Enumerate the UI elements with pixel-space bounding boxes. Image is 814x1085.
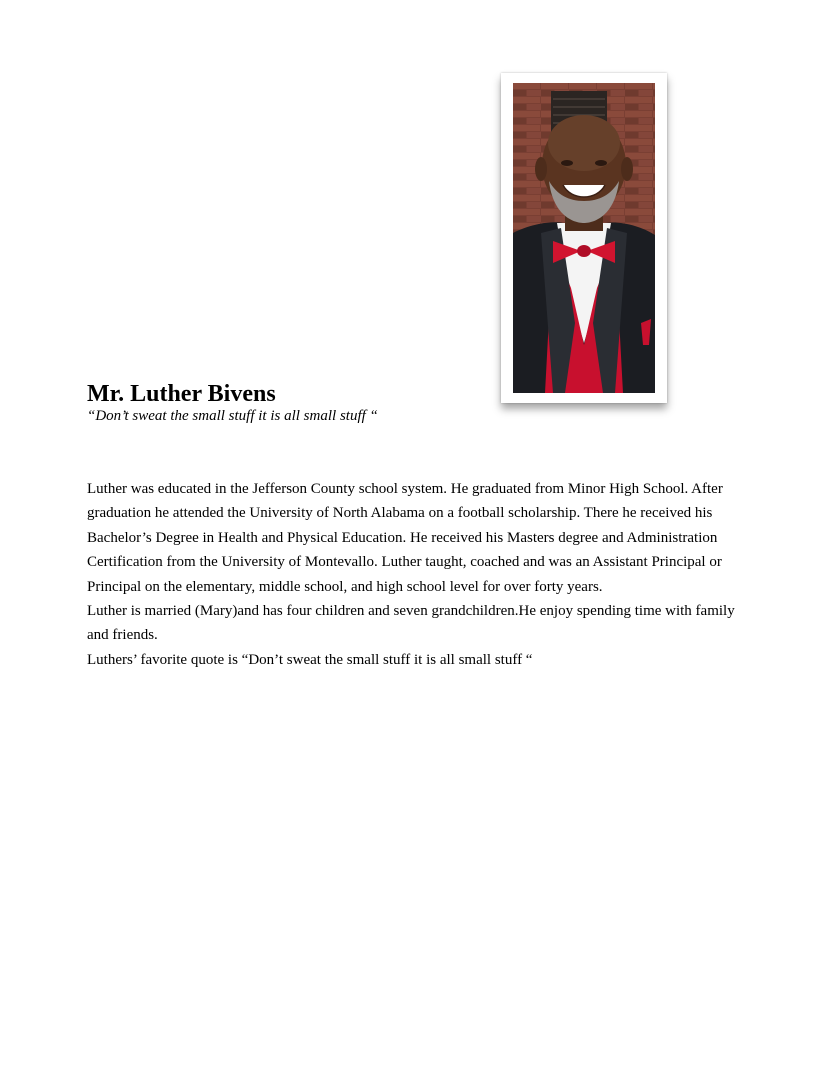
bio-paragraph-family: Luther is married (Mary)and has four children and seven grandchildren.He enjoy spending time with family and friends. bbox=[87, 603, 735, 644]
tagline-quote: “Don’t sweat the small stuff it is all small stuff “ bbox=[87, 408, 378, 424]
bio-text bbox=[87, 477, 737, 672]
bio-paragraph-education: Luther was educated in the Jefferson County school system. He graduated from Minor High School. After graduation he attended the University of North Alabama on a football scholarship. There he received his Bachelor’s Degree in Health and Physical Education. He received his Masters degree and Administration Certification from the University of Montevallo. Luther taught, coached and was an Assistant Principal or Principal on the elementary, middle school, and high school level for over forty years. bbox=[87, 481, 723, 595]
person-name: Mr. Luther Bivens bbox=[87, 381, 276, 407]
bio-paragraph-quote: Luthers’ favorite quote is “Don’t sweat the small stuff it is all small stuff “ bbox=[87, 651, 533, 668]
portrait-photo-frame bbox=[501, 73, 667, 403]
portrait-photo bbox=[513, 83, 655, 393]
